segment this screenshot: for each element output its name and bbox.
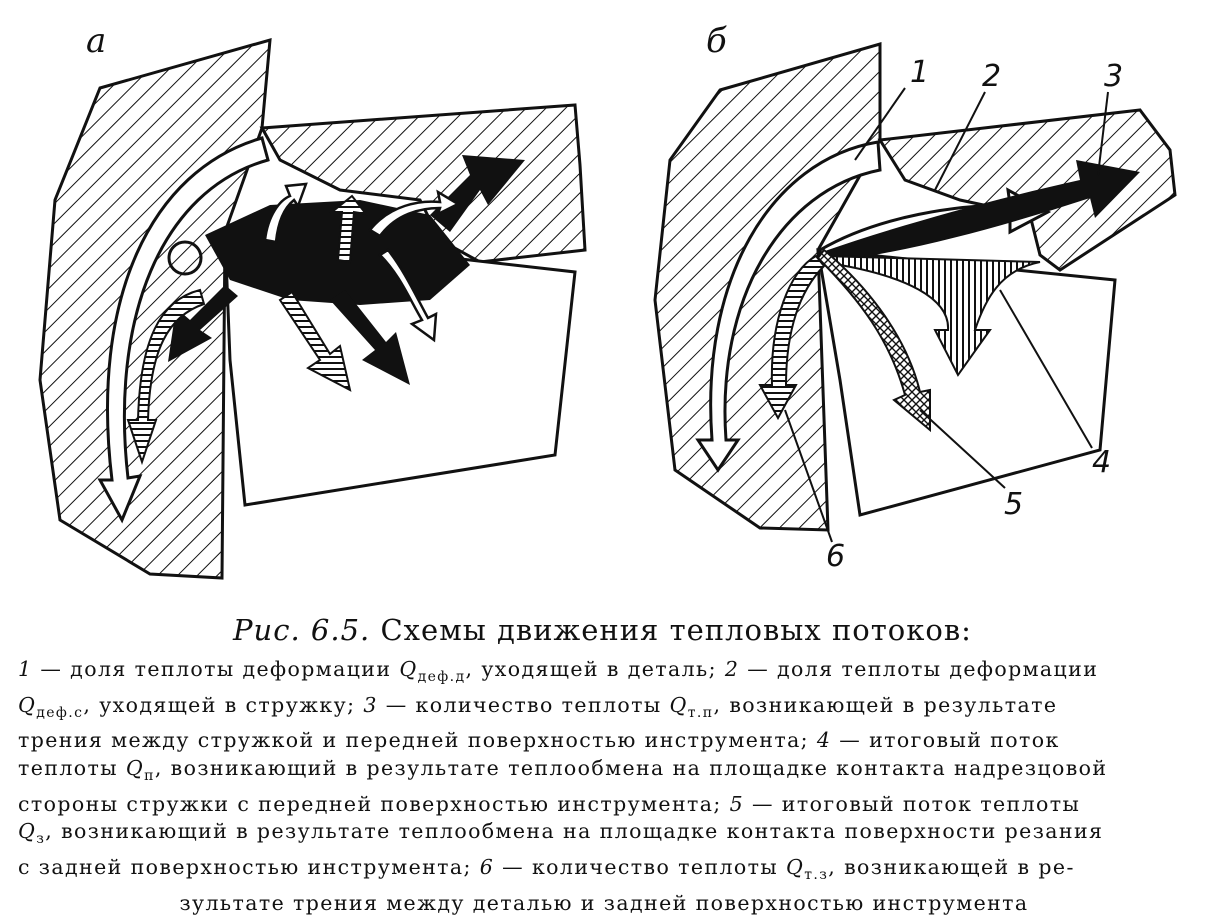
caption-line: [18, 854, 1190, 890]
caption-text: с задней поверхностью инструмента;: [18, 854, 480, 879]
panel-b-diagram: [655, 21, 1175, 574]
caption-text: зультате трения между деталью и задней поверхностью инструмента: [179, 890, 1029, 915]
caption-italic: Q: [125, 755, 145, 780]
cutting-edge-a: [169, 242, 201, 274]
callout-3: 3: [1104, 59, 1124, 94]
figure-number: Рис. 6.5.: [233, 613, 371, 647]
caption-subscript: деф.д: [417, 669, 466, 686]
caption-line: [18, 791, 1190, 819]
caption-line: [18, 727, 1190, 755]
caption-italic: 1: [18, 657, 33, 681]
caption-line: [18, 818, 1190, 854]
caption-text: — итоговый поток: [831, 728, 1060, 753]
caption-line: [18, 890, 1190, 917]
caption-text: , возникающей в ре-: [828, 854, 1075, 879]
caption-italic: 3: [363, 692, 378, 717]
panel-label-a: а: [86, 21, 107, 61]
caption-italic: 6: [479, 854, 495, 879]
caption-italic: Q: [18, 819, 37, 844]
caption-text: , возникающей в результате: [713, 692, 1058, 717]
caption-line: [18, 755, 1190, 791]
callout-1: 1: [910, 55, 930, 90]
caption-text: — доля теплоты деформации: [32, 657, 400, 681]
caption-text: — итоговый поток теплоты: [744, 791, 1081, 816]
callout-4: 4: [1092, 445, 1112, 480]
caption-italic: 5: [729, 791, 745, 816]
caption-subscript: т.з: [804, 867, 829, 884]
caption-text: — количество теплоты: [377, 692, 670, 717]
caption-italic: Q: [399, 657, 418, 681]
panel-a-diagram: [40, 21, 585, 578]
figure-title: Схемы движения тепловых потоков:: [380, 613, 972, 647]
caption-subscript: т.п: [687, 704, 714, 721]
figure-caption-body: [18, 656, 1190, 917]
caption-line: [18, 692, 1190, 728]
caption-text: , уходящей в стружку;: [83, 692, 364, 717]
caption-subscript: з: [36, 831, 46, 848]
caption-text: — количество теплоты: [494, 854, 786, 879]
caption-italic: 2: [724, 657, 740, 681]
caption-text: , возникающий в результате теплообмена на площадке контакта надрезцовой: [154, 755, 1108, 780]
caption-subscript: п: [144, 768, 155, 785]
caption-italic: Q: [669, 692, 688, 717]
caption-subscript: деф.с: [36, 704, 84, 721]
caption-italic: Q: [786, 854, 805, 879]
caption-text: трения между стружкой и передней поверхностью инструмента;: [18, 728, 817, 753]
callout-6: 6: [826, 539, 846, 574]
caption-text: теплоты: [18, 755, 126, 780]
panel-label-b: б: [706, 21, 727, 61]
figure-caption-title: [0, 613, 1205, 647]
caption-italic: Q: [18, 692, 37, 717]
caption-text: , возникающий в результате теплообмена на площадке контакта поверхности резания: [45, 819, 1104, 844]
caption-text: стороны стружки с передней поверхностью инструмента;: [18, 791, 730, 816]
callout-5: 5: [1004, 487, 1024, 522]
chip-b: [880, 110, 1175, 270]
caption-italic: 4: [816, 728, 832, 753]
callout-2: 2: [982, 59, 1002, 94]
caption-text: , уходящей в деталь;: [465, 657, 725, 681]
caption-line: [18, 656, 1190, 692]
caption-text: — доля теплоты деформации: [739, 657, 1099, 681]
